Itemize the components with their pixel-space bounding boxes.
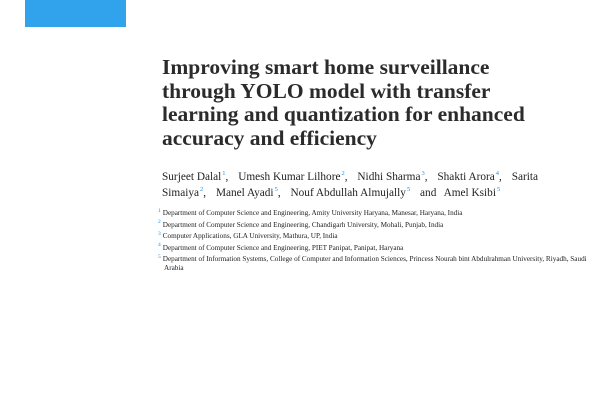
affiliation-number: 3 xyxy=(158,230,161,237)
title-line: learning and quantization for enhanced xyxy=(162,102,525,126)
affiliation-number: 4 xyxy=(158,242,161,249)
affiliation-number: 2 xyxy=(158,219,161,226)
affiliation-item xyxy=(158,255,588,272)
author-name: Nouf Abdullah Almujally xyxy=(290,186,406,199)
author-name: Nidhi Sharma xyxy=(357,171,421,183)
affiliation-text: Department of Computer Science and Engineering, Amity University Haryana, Manesar, Haryana, India xyxy=(162,209,463,217)
affiliation-text: Computer Applications, GLA University, Mathura, UP, India xyxy=(162,232,338,241)
author-affiliation-mark: 2 xyxy=(341,170,345,178)
paper-title xyxy=(162,56,582,150)
author-name-second-part: Simaiya xyxy=(162,186,200,199)
author-affiliation-mark: 3 xyxy=(421,170,425,178)
author-name: Surjeet Dalal xyxy=(162,171,222,183)
author: Shakti Arora$^4$, xyxy=(437,170,502,183)
affiliation-text: Department of Computer Science and Engineering, Chandigarh University, Mohali, Punjab, India xyxy=(162,220,444,229)
author-list xyxy=(162,170,582,201)
title-line: accuracy and efficiency xyxy=(162,125,377,150)
affiliation-item xyxy=(158,221,588,230)
author-name: Shakti Arora xyxy=(437,171,495,183)
affiliation-item xyxy=(158,209,588,218)
author: Surjeet Dalal$^1$, xyxy=(162,170,229,183)
affiliation-text: Department of Computer Science and Engineering, PIET Panipat, Panipat, Haryana xyxy=(162,243,404,252)
affiliation-number: 1 xyxy=(158,207,161,214)
title-line: through YOLO model with transfer xyxy=(162,78,491,103)
author: Umesh Kumar Lilhore$^2$, xyxy=(238,170,348,183)
author xyxy=(290,187,410,199)
author-name: Amel Ksibi xyxy=(443,186,496,199)
author-affiliation-mark: 5 xyxy=(496,185,501,193)
author-conjunction: and xyxy=(420,186,437,199)
author-line xyxy=(162,170,582,186)
author-name: Umesh Kumar Lilhore xyxy=(238,171,341,183)
journal-banner xyxy=(25,0,126,27)
author-affiliation-mark: 1 xyxy=(222,170,226,178)
author-affiliation-mark: 5 xyxy=(406,185,411,193)
affiliation-number: 5 xyxy=(158,253,161,260)
affiliation-list xyxy=(158,209,588,276)
author-name: Manel Ayadi xyxy=(215,186,274,199)
author xyxy=(444,187,501,199)
title-line: Improving smart home surveillance xyxy=(162,55,490,79)
affiliation-item xyxy=(158,244,588,253)
author-line xyxy=(162,186,582,202)
author-affiliation-mark: 2 xyxy=(200,185,204,193)
author: Nidhi Sharma$^3$, xyxy=(357,170,428,183)
author: Simaiya$^2$, xyxy=(162,185,207,199)
affiliation-text: Department of Information Systems, College of Computer and Information Sciences, Princess Nourah bint Abdulrahman University, Riyadh, Saudi Arabia xyxy=(162,255,587,272)
affiliation-item xyxy=(158,232,588,241)
author-affiliation-mark: 5 xyxy=(274,185,278,193)
author: Manel Ayadi$^5$, xyxy=(215,185,281,199)
author-name-first-part: Sarita xyxy=(511,171,539,183)
author-affiliation-mark: 4 xyxy=(495,170,500,178)
